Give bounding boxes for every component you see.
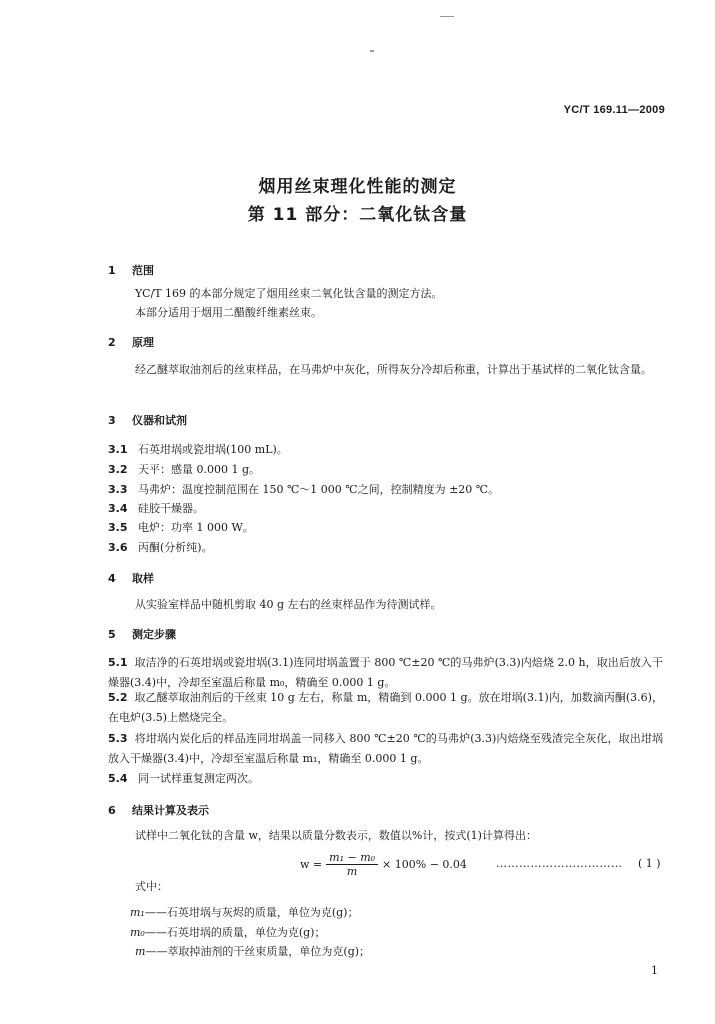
list-item: 3.4 硅胶干燥器。 <box>108 502 204 515</box>
formula-denominator: m <box>346 865 358 878</box>
page-number: 1 <box>651 964 658 977</box>
section-heading-2: 2 原理 <box>108 336 154 349</box>
procedure-step: 5.4 同一试样重复测定两次。 <box>108 772 259 785</box>
procedure-step: 5.1 取洁净的石英坩埚或瓷坩埚(3.1)连同坩埚盖置于 800 ℃±20 ℃的马弗炉(3.3)内焙烧 2.0 h，取出后放入干燥器(3.4)中，冷却至室温后称量 m₀，精确至 0.000 1 g。 <box>108 656 663 689</box>
section-heading-5: 5 测定步骤 <box>108 628 176 641</box>
formula-leader-dots: …………………………… <box>496 857 623 870</box>
document-title: 烟用丝束理化性能的测定 <box>258 177 457 197</box>
section-heading-4: 4 取样 <box>108 572 154 585</box>
formula-numerator: m₁ − m₀ <box>326 851 378 865</box>
scope-paragraph-2: 本部分适用于烟用二醋酸纤维素丝束。 <box>135 306 322 319</box>
formula <box>300 851 467 878</box>
procedure-step: 5.2 取乙醚萃取油剂后的干丝束 10 g 左右，称量 m，精确到 0.000 1 g。放在坩埚(3.1)内，加数滴丙酮(3.6)，在电炉(3.5)上燃烧完全。 <box>108 691 663 724</box>
formula-rhs: × 100% − 0.04 <box>382 858 467 871</box>
variable-definition: m₁——石英坩埚与灰烬的质量，单位为克(g)； <box>130 906 359 919</box>
principle-paragraph: 经乙醚萃取油剂后的丝束样品，在马弗炉中灰化，所得灰分冷却后称重，计算出于基试样的二氧化钛含量。 <box>135 363 652 376</box>
standard-number: YC/T 169.11—2009 <box>563 104 665 116</box>
section-heading-6: 6 结果计算及表示 <box>108 804 209 817</box>
sampling-paragraph: 从实验室样品中随机剪取 40 g 左右的丝束样品作为待测试样。 <box>135 598 442 611</box>
scan-mark <box>370 50 374 52</box>
equation-number: ( 1 ) <box>638 857 661 870</box>
list-item: 3.6 丙酮(分析纯)。 <box>108 541 213 554</box>
list-item: 3.5 电炉：功率 1 000 W。 <box>108 521 254 534</box>
list-item: 3.3 马弗炉：温度控制范围在 150 ℃～1 000 ℃之间，控制精度为 ±20 ℃。 <box>108 483 500 496</box>
section-heading-1: 1 范围 <box>108 264 154 277</box>
result-paragraph: 试样中二氧化钛的含量 w，结果以质量分数表示，数值以%计，按式(1)计算得出： <box>135 829 537 842</box>
variable-definition: m₀——石英坩埚的质量，单位为克(g)； <box>130 926 326 939</box>
list-item: 3.1 石英坩埚或瓷坩埚(100 mL)。 <box>108 443 288 456</box>
formula-fraction <box>326 851 378 878</box>
scope-paragraph-1: YC/T 169 的本部分规定了烟用丝束二氧化钛含量的测定方法。 <box>135 287 443 300</box>
formula-lhs: w = <box>300 858 323 871</box>
section-heading-3: 3 仪器和试剂 <box>108 414 187 427</box>
scan-mark <box>440 16 454 17</box>
procedure-step: 5.3 将坩埚内炭化后的样品连同坩埚盖一同移入 800 ℃±20 ℃的马弗炉(3.3)内焙烧至残渣完全灰化，取出坩埚放入干燥器(3.4)中，冷却至室温后称量 m₁，精确至 0.000 1 g。 <box>108 732 663 765</box>
variable-definition: m——萃取掉油剂的干丝束质量，单位为克(g)； <box>135 945 371 958</box>
where-label: 式中： <box>135 880 168 893</box>
document-subtitle: 第 11 部分：二氧化钛含量 <box>247 205 468 225</box>
list-item: 3.2 天平：感量 0.000 1 g。 <box>108 463 261 476</box>
